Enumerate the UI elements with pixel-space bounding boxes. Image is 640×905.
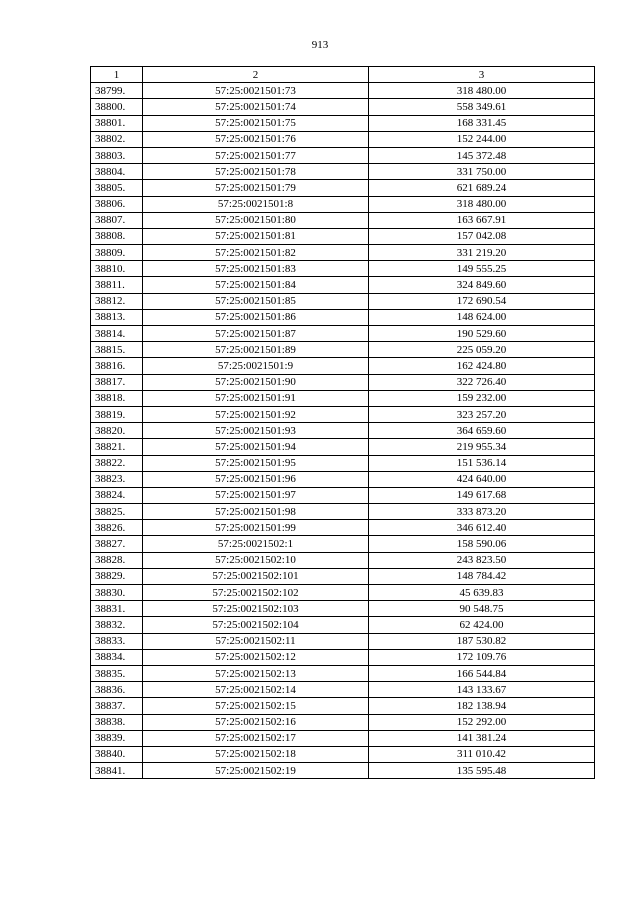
row-number-cell: 38823. (91, 471, 143, 487)
cadastral-number-cell: 57:25:0021501:95 (143, 455, 369, 471)
cadastral-number-cell: 57:25:0021502:101 (143, 568, 369, 584)
row-number-cell: 38826. (91, 520, 143, 536)
value-cell: 182 138.94 (369, 698, 595, 714)
value-cell: 324 849.60 (369, 277, 595, 293)
value-cell: 172 690.54 (369, 293, 595, 309)
value-cell: 148 784.42 (369, 568, 595, 584)
table-row (91, 293, 595, 309)
table-row (91, 342, 595, 358)
cadastral-number-cell: 57:25:0021502:11 (143, 633, 369, 649)
cadastral-number-cell: 57:25:0021502:10 (143, 552, 369, 568)
table-row (91, 520, 595, 536)
cadastral-number-cell: 57:25:0021501:9 (143, 358, 369, 374)
table-row (91, 633, 595, 649)
value-cell: 323 257.20 (369, 406, 595, 422)
cadastral-number-cell: 57:25:0021501:98 (143, 504, 369, 520)
value-cell: 149 555.25 (369, 261, 595, 277)
value-cell: 168 331.45 (369, 115, 595, 131)
value-cell: 143 133.67 (369, 682, 595, 698)
value-cell: 187 530.82 (369, 633, 595, 649)
table-row (91, 326, 595, 342)
row-number-cell: 38829. (91, 568, 143, 584)
row-number-cell: 38834. (91, 649, 143, 665)
value-cell: 333 873.20 (369, 504, 595, 520)
table-row (91, 164, 595, 180)
value-cell: 159 232.00 (369, 390, 595, 406)
value-cell: 243 823.50 (369, 552, 595, 568)
cadastral-number-cell: 57:25:0021501:94 (143, 439, 369, 455)
cadastral-number-cell: 57:25:0021502:14 (143, 682, 369, 698)
table-row (91, 504, 595, 520)
cadastral-number-cell: 57:25:0021501:99 (143, 520, 369, 536)
cadastral-number-cell: 57:25:0021501:85 (143, 293, 369, 309)
table-row (91, 180, 595, 196)
table-row (91, 746, 595, 762)
value-cell: 558 349.61 (369, 99, 595, 115)
table-row (91, 617, 595, 633)
cadastral-number-cell: 57:25:0021501:93 (143, 423, 369, 439)
cadastral-number-cell: 57:25:0021501:81 (143, 228, 369, 244)
data-table (90, 66, 595, 779)
table-row (91, 212, 595, 228)
row-number-cell: 38810. (91, 261, 143, 277)
row-number-cell: 38803. (91, 147, 143, 163)
value-cell: 90 548.75 (369, 601, 595, 617)
row-number-cell: 38840. (91, 746, 143, 762)
cadastral-number-cell: 57:25:0021502:16 (143, 714, 369, 730)
value-cell: 172 109.76 (369, 649, 595, 665)
cadastral-number-cell: 57:25:0021502:17 (143, 730, 369, 746)
value-cell: 424 640.00 (369, 471, 595, 487)
table-row (91, 228, 595, 244)
row-number-cell: 38817. (91, 374, 143, 390)
cadastral-number-cell: 57:25:0021501:78 (143, 164, 369, 180)
value-cell: 148 624.00 (369, 309, 595, 325)
row-number-cell: 38837. (91, 698, 143, 714)
table-body (91, 83, 595, 779)
table-row (91, 358, 595, 374)
value-cell: 158 590.06 (369, 536, 595, 552)
value-cell: 311 010.42 (369, 746, 595, 762)
value-cell: 166 544.84 (369, 665, 595, 681)
row-number-cell: 38835. (91, 665, 143, 681)
value-cell: 145 372.48 (369, 147, 595, 163)
row-number-cell: 38799. (91, 83, 143, 99)
cadastral-number-cell: 57:25:0021501:89 (143, 342, 369, 358)
row-number-cell: 38824. (91, 487, 143, 503)
cadastral-number-cell: 57:25:0021501:92 (143, 406, 369, 422)
row-number-cell: 38815. (91, 342, 143, 358)
table-row (91, 374, 595, 390)
column-header-3: 3 (369, 67, 595, 83)
value-cell: 152 244.00 (369, 131, 595, 147)
row-number-cell: 38812. (91, 293, 143, 309)
row-number-cell: 38838. (91, 714, 143, 730)
value-cell: 331 219.20 (369, 245, 595, 261)
table-row (91, 423, 595, 439)
value-cell: 149 617.68 (369, 487, 595, 503)
cadastral-number-cell: 57:25:0021501:74 (143, 99, 369, 115)
table-row (91, 309, 595, 325)
row-number-cell: 38816. (91, 358, 143, 374)
cadastral-number-cell: 57:25:0021502:103 (143, 601, 369, 617)
table-row (91, 487, 595, 503)
row-number-cell: 38822. (91, 455, 143, 471)
row-number-cell: 38805. (91, 180, 143, 196)
row-number-cell: 38814. (91, 326, 143, 342)
cadastral-number-cell: 57:25:0021501:82 (143, 245, 369, 261)
row-number-cell: 38804. (91, 164, 143, 180)
row-number-cell: 38825. (91, 504, 143, 520)
row-number-cell: 38832. (91, 617, 143, 633)
value-cell: 62 424.00 (369, 617, 595, 633)
table-row (91, 406, 595, 422)
row-number-cell: 38821. (91, 439, 143, 455)
row-number-cell: 38819. (91, 406, 143, 422)
table-row (91, 536, 595, 552)
value-cell: 190 529.60 (369, 326, 595, 342)
cadastral-number-cell: 57:25:0021501:80 (143, 212, 369, 228)
row-number-cell: 38841. (91, 763, 143, 779)
table-row (91, 147, 595, 163)
table-row (91, 649, 595, 665)
table-row (91, 99, 595, 115)
table-row (91, 277, 595, 293)
value-cell: 135 595.48 (369, 763, 595, 779)
cadastral-number-cell: 57:25:0021501:96 (143, 471, 369, 487)
column-header-1: 1 (91, 67, 143, 83)
table-row (91, 698, 595, 714)
row-number-cell: 38808. (91, 228, 143, 244)
row-number-cell: 38811. (91, 277, 143, 293)
value-cell: 157 042.08 (369, 228, 595, 244)
value-cell: 225 059.20 (369, 342, 595, 358)
header-row (91, 67, 595, 83)
row-number-cell: 38807. (91, 212, 143, 228)
row-number-cell: 38806. (91, 196, 143, 212)
table-row (91, 131, 595, 147)
cadastral-number-cell: 57:25:0021502:102 (143, 585, 369, 601)
value-cell: 318 480.00 (369, 83, 595, 99)
value-cell: 346 612.40 (369, 520, 595, 536)
row-number-cell: 38839. (91, 730, 143, 746)
row-number-cell: 38833. (91, 633, 143, 649)
page-number: 913 (311, 39, 329, 51)
table-row (91, 665, 595, 681)
cadastral-number-cell: 57:25:0021502:19 (143, 763, 369, 779)
table-row (91, 196, 595, 212)
value-cell: 151 536.14 (369, 455, 595, 471)
value-cell: 163 667.91 (369, 212, 595, 228)
cadastral-number-cell: 57:25:0021501:91 (143, 390, 369, 406)
table-row (91, 390, 595, 406)
value-cell: 162 424.80 (369, 358, 595, 374)
cadastral-number-cell: 57:25:0021501:86 (143, 309, 369, 325)
cadastral-number-cell: 57:25:0021501:79 (143, 180, 369, 196)
table-row (91, 115, 595, 131)
value-cell: 152 292.00 (369, 714, 595, 730)
row-number-cell: 38801. (91, 115, 143, 131)
value-cell: 141 381.24 (369, 730, 595, 746)
row-number-cell: 38818. (91, 390, 143, 406)
cadastral-number-cell: 57:25:0021501:75 (143, 115, 369, 131)
table-row (91, 730, 595, 746)
cadastral-number-cell: 57:25:0021501:90 (143, 374, 369, 390)
value-cell: 621 689.24 (369, 180, 595, 196)
column-header-2: 2 (143, 67, 369, 83)
table-row (91, 568, 595, 584)
table-row (91, 601, 595, 617)
row-number-cell: 38836. (91, 682, 143, 698)
row-number-cell: 38827. (91, 536, 143, 552)
cadastral-number-cell: 57:25:0021502:1 (143, 536, 369, 552)
value-cell: 322 726.40 (369, 374, 595, 390)
cadastral-number-cell: 57:25:0021501:77 (143, 147, 369, 163)
table-row (91, 83, 595, 99)
table-row (91, 455, 595, 471)
cadastral-number-cell: 57:25:0021501:87 (143, 326, 369, 342)
table-row (91, 552, 595, 568)
cadastral-number-cell: 57:25:0021501:83 (143, 261, 369, 277)
cadastral-number-cell: 57:25:0021502:13 (143, 665, 369, 681)
value-cell: 45 639.83 (369, 585, 595, 601)
value-cell: 219 955.34 (369, 439, 595, 455)
row-number-cell: 38831. (91, 601, 143, 617)
value-cell: 318 480.00 (369, 196, 595, 212)
cadastral-number-cell: 57:25:0021501:8 (143, 196, 369, 212)
cadastral-number-cell: 57:25:0021502:104 (143, 617, 369, 633)
table-row (91, 261, 595, 277)
value-cell: 364 659.60 (369, 423, 595, 439)
row-number-cell: 38809. (91, 245, 143, 261)
cadastral-number-cell: 57:25:0021501:97 (143, 487, 369, 503)
table-row (91, 714, 595, 730)
row-number-cell: 38828. (91, 552, 143, 568)
cadastral-number-cell: 57:25:0021501:73 (143, 83, 369, 99)
table-row (91, 585, 595, 601)
table-row (91, 471, 595, 487)
row-number-cell: 38830. (91, 585, 143, 601)
cadastral-number-cell: 57:25:0021502:12 (143, 649, 369, 665)
cadastral-number-cell: 57:25:0021501:84 (143, 277, 369, 293)
table-row (91, 763, 595, 779)
row-number-cell: 38813. (91, 309, 143, 325)
value-cell: 331 750.00 (369, 164, 595, 180)
row-number-cell: 38802. (91, 131, 143, 147)
table-row (91, 245, 595, 261)
row-number-cell: 38800. (91, 99, 143, 115)
table-row (91, 682, 595, 698)
cadastral-number-cell: 57:25:0021501:76 (143, 131, 369, 147)
cadastral-number-cell: 57:25:0021502:15 (143, 698, 369, 714)
row-number-cell: 38820. (91, 423, 143, 439)
table-row (91, 439, 595, 455)
cadastral-number-cell: 57:25:0021502:18 (143, 746, 369, 762)
